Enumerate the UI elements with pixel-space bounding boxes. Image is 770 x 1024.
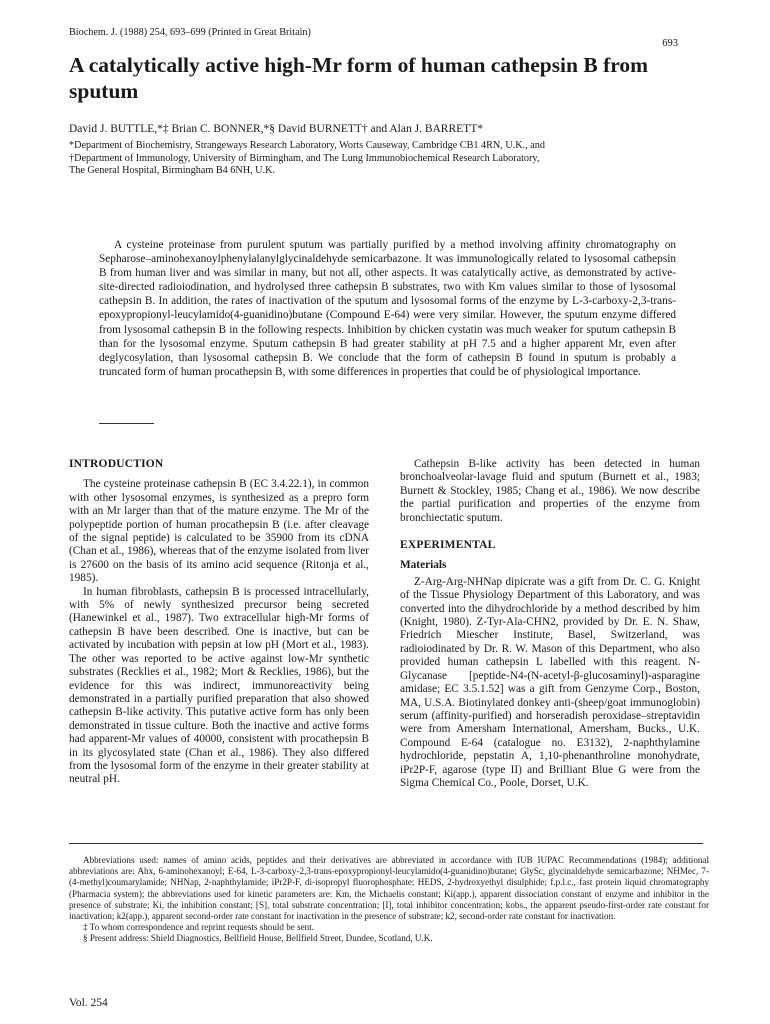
affiliation-line: The General Hospital, Birmingham B4 6NH, U.K. [69,165,275,176]
left-column [69,458,369,787]
affiliation-line: †Department of Immunology, University of Birmingham, and The Lung Immunobiochemical Research Laboratory, [69,152,540,164]
right-column [400,458,700,790]
page-number: 693 [662,38,678,49]
article-title: A catalytically active high-Mr form of human cathepsin B from sputum [69,53,649,103]
section-heading-experimental: EXPERIMENTAL [400,539,496,552]
body-paragraph: In human fibroblasts, cathepsin B is processed intracellularly, with 5% of newly synthesized precursor being secreted (Hanewinkel et al., 1987). Two extracellular high-Mr forms of cathepsin B have been described. One is inactive, but can be activated by incubation with pepsin at low pH (Mort et al., 1983). The other was reported to be active against low-Mr synthetic substrates (Recklies et al., 1982; Mort & Recklies, 1986), but the evidence for this was indirect, immunoreactivity being demonstrated in a partially purified preparation that also showed cathepsin B-like activity. This putative active form has only been demonstrated in tissue culture. Both the inactive and active forms had apparent-Mr values of 40000, consistent with procathepsin B in its glycosylated state (Chan et al., 1986). They also differed from the lysosomal form of the enzyme in their greater stability at neutral pH. [69,585,369,786]
affiliations [69,140,709,178]
abstract-divider [99,423,154,424]
footnote-abbreviations: Abbreviations used: names of amino acids, peptides and their derivatives are abbreviated in accordance with IUB IUPAC Recommendations (1984); additional abbreviations are: Ahx, 6-aminohexanoyl; E-64, L-3-carboxy-2,3-trans-epoxypropionyl-leucylamido(4-guanidino)butane; GlySc, glycinaldehyde semicarbazone; NHMec, 7-(4-methyl)coumarylamide; NHNap, 2-naphthylamide; iPr2P-F, di-isopropyl fluorophosphate; HEDS, 2-hydroxyethyl disulphide; f.p.l.c., fast protein liquid chromatography (Pharmacia system); the abbreviations used for kinetic parameters are: Km, the Michaelis constant; Ki(app.), apparent dissociation constant of enzyme and inhibitor in the presence of substrate; Ki, the inhibition constant; [S], total substrate concentration; [I], total inhibitor concentration; kobs., the apparent pseudo-first-order rate constant for inactivation; k2(app.), apparent second-order rate constant for inactivation in the presence of substrate; k2, second-order rate constant for inactivation. [69,855,709,922]
volume-number: Vol. 254 [69,997,108,1009]
body-paragraph: Z-Arg-Arg-NHNap dipicrate was a gift from Dr. C. G. Knight of the Tissue Physiology Department of this Laboratory, and was converted into the dihydrochloride by a method described by him (Knight, 1980). Z-Tyr-Ala-CHN2, provided by Dr. E. N. Shaw, Friedrich Miescher Institute, Basel, Switzerland, was radioiodinated by Dr. R. W. Mason of this Department, who also provided human cathepsin L labelled with this reagent. N-Glycanase [peptide-N4-(N-acetyl-β-glucosaminyl)-asparagine amidase; EC 3.5.1.52] was a gift from Genzyme Corp., Boston, MA, U.S.A. Biotinylated donkey anti-(sheep/goat immunoglobin) serum (affinity-purified) and horseradish peroxidase–streptavidin were from Amersham International, Amersham, Bucks., U.K. Compound E-64 (catalogue no. E3132), 2-naphthylamine hydrochloride, pepstatin A, 1,10-phenanthroline monohydrate, iPr2P-F, agarose (type II) and Brilliant Blue G were from the Sigma Chemical Co., Poole, Dorset, U.K. [400,575,700,789]
abstract: A cysteine proteinase from purulent sputum was partially purified by a method involving affinity chromatography on Sepharose–aminohexanoylphenylalanylglycinaldehyde semicarbazone. It was immunologically related to lysosomal cathepsin B from human liver and was similar in many, but not all, other aspects. It was catalytically active, as demonstrated by active-site-directed radioiodination, and hydrolysed three cathepsin B substrates, two with Km values similar to those of lysosomal cathepsin B. In addition, the rates of inactivation of the sputum and lysosomal forms of the enzyme by L-3-carboxy-2,3-trans-epoxypropionyl-leucylamido(4-guanidino)butane (Compound E-64) were very similar. However, the sputum enzyme differed from lysosomal cathepsin B in the following respects. Inhibition by chicken cystatin was much weaker for sputum cathepsin B than for the lysosomal enzyme. Sputum cathepsin B had greater stability at pH 7.5 and a higher apparent Mr, even after deglycosylation, than lysosomal cathepsin B. We conclude that the form of cathepsin B found in sputum is probably a truncated form of human procathepsin B, with some differences in properties that could be of physiological importance. [99,239,676,378]
footnotes [69,855,709,945]
footnote-divider [69,843,703,844]
footnote-present-address: § Present address: Shield Diagnostics, Bellfield House, Bellfield Street, Dundee, Scotland, U.K. [83,933,433,944]
author-list: David J. BUTTLE,*‡ Brian C. BONNER,*§ David BURNETT† and Alan J. BARRETT* [69,123,483,135]
body-paragraph: Cathepsin B-like activity has been detected in human bronchoalveolar-lavage fluid and sputum (Burnett et al., 1983; Burnett & Stockley, 1985; Chang et al., 1986). We now describe the partial purification and properties of the enzyme from bronchiectatic sputum. [400,458,700,524]
subsection-heading-materials: Materials [400,559,447,572]
journal-citation: Biochem. J. (1988) 254, 693–699 (Printed in Great Britain) [69,27,311,38]
section-heading-introduction: INTRODUCTION [69,458,164,470]
affiliation-line: *Department of Biochemistry, Strangeways Research Laboratory, Worts Causeway, Cambridge CB1 4RN, U.K., and [69,140,545,151]
body-paragraph: The cysteine proteinase cathepsin B (EC 3.4.22.1), in common with other lysosomal enzymes, is synthesized as a prepro form with an Mr larger than that of the mature enzyme. The Mr of the polypeptide portion of human procathepsin B (i.e. after cleavage of the signal peptide) is calculated to be 35900 from its cDNA (Chan et al., 1986), whereas that of the enzyme isolated from liver is 27600 on the basis of its amino acid sequence (Ritonja et al., 1985). [69,478,369,585]
footnote-correspondence: ‡ To whom correspondence and reprint requests should be sent. [83,922,315,933]
